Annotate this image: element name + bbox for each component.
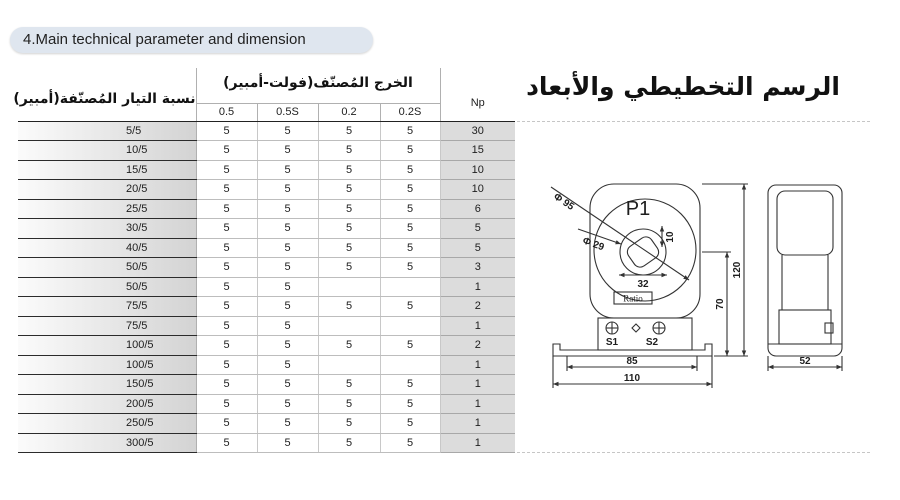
rated-output-cell	[318, 277, 380, 297]
rated-output-cell	[318, 316, 380, 336]
rated-output-cell: 5	[196, 433, 257, 453]
rated-output-cell: 5	[196, 258, 257, 278]
label-s1: S1	[605, 337, 619, 348]
np-cell: 1	[440, 355, 515, 375]
rated-ratio-cell: 20/5	[18, 180, 196, 200]
np-cell: 10	[440, 160, 515, 180]
np-cell: 1	[440, 316, 515, 336]
label-dim-85: 85	[626, 356, 638, 367]
rated-output-cell: 5	[380, 258, 440, 278]
rated-output-cell: 5	[380, 141, 440, 161]
accuracy-class-header: 0.5S	[257, 103, 318, 121]
np-cell: 3	[440, 258, 515, 278]
rated-output-cell: 5	[380, 394, 440, 414]
rated-ratio-cell: 10/5	[18, 141, 196, 161]
rated-output-cell: 5	[257, 277, 318, 297]
np-cell: 6	[440, 199, 515, 219]
rated-output-cell: 5	[380, 238, 440, 258]
rated-output-cell: 5	[196, 394, 257, 414]
label-dim-70: 70	[715, 298, 726, 310]
rated-output-cell: 5	[380, 297, 440, 317]
rated-output-cell: 5	[257, 316, 318, 336]
rated-ratio-cell: 100/5	[18, 336, 196, 356]
np-cell: 30	[440, 121, 515, 141]
rated-output-cell: 5	[257, 394, 318, 414]
np-header: Np	[440, 68, 515, 121]
label-outer-diameter: Φ 95	[551, 191, 576, 213]
label-p1: P1	[625, 198, 651, 220]
parameter-table	[13, 68, 515, 453]
table-row	[18, 238, 515, 258]
label-dim-120: 120	[732, 261, 743, 279]
rated-ratio-cell: 75/5	[18, 297, 196, 317]
label-s2: S2	[645, 337, 659, 348]
polarity-mark	[632, 324, 640, 332]
rated-output-cell: 5	[380, 375, 440, 395]
side-view	[768, 185, 842, 371]
np-cell: 1	[440, 394, 515, 414]
rated-output-cell: 5	[196, 336, 257, 356]
rated-output-cell: 5	[257, 297, 318, 317]
rated-output-cell: 5	[257, 219, 318, 239]
table-row	[18, 199, 515, 219]
rated-output-header: الخرج المُصنّف(فولت-أمبير)	[196, 68, 440, 103]
rated-output-cell: 5	[380, 160, 440, 180]
table-row	[18, 297, 515, 317]
rated-output-cell: 5	[380, 219, 440, 239]
side-core	[777, 191, 833, 255]
np-cell: 5	[440, 238, 515, 258]
rated-output-cell: 5	[257, 433, 318, 453]
rated-output-cell	[380, 355, 440, 375]
table-row	[18, 336, 515, 356]
rated-output-cell: 5	[318, 160, 380, 180]
np-cell: 2	[440, 297, 515, 317]
rated-output-cell: 5	[318, 121, 380, 141]
table-row	[18, 375, 515, 395]
rated-output-cell: 5	[318, 199, 380, 219]
accuracy-class-header: 0.2S	[380, 103, 440, 121]
rated-output-cell: 5	[380, 336, 440, 356]
rated-ratio-cell: 50/5	[18, 258, 196, 278]
label-hole-diameter: Φ 29	[580, 235, 606, 254]
rated-ratio-cell: 25/5	[18, 199, 196, 219]
rated-output-cell: 5	[196, 414, 257, 434]
rated-ratio-cell: 50/5	[18, 277, 196, 297]
rated-output-cell: 5	[196, 219, 257, 239]
rated-output-cell: 5	[257, 258, 318, 278]
rated-ratio-cell: 100/5	[18, 355, 196, 375]
rated-ratio-cell: 250/5	[18, 414, 196, 434]
dimension-drawing	[520, 150, 890, 400]
table-row	[18, 258, 515, 278]
rated-output-cell: 5	[380, 414, 440, 434]
rated-output-cell: 5	[257, 238, 318, 258]
rated-output-cell: 5	[318, 394, 380, 414]
label-dim-32: 32	[637, 279, 649, 290]
rated-output-cell: 5	[318, 414, 380, 434]
accuracy-class-header: 0.2	[318, 103, 380, 121]
rated-output-cell: 5	[257, 375, 318, 395]
label-dim-110: 110	[623, 373, 641, 384]
rated-ratio-cell: 5/5	[18, 121, 196, 141]
rated-output-cell: 5	[318, 258, 380, 278]
rated-output-cell: 5	[257, 199, 318, 219]
rated-output-cell: 5	[257, 121, 318, 141]
rated-ratio-cell: 30/5	[18, 219, 196, 239]
table-row	[18, 394, 515, 414]
np-cell: 5	[440, 219, 515, 239]
rated-ratio-cell: 150/5	[18, 375, 196, 395]
rated-output-cell: 5	[196, 238, 257, 258]
rated-output-cell: 5	[380, 199, 440, 219]
table-row	[18, 180, 515, 200]
np-cell: 1	[440, 414, 515, 434]
table-row	[18, 121, 515, 141]
rated-ratio-cell: 200/5	[18, 394, 196, 414]
rated-ratio-header: نسبة التيار المُصنّفة(أمبير)	[18, 68, 196, 121]
rated-output-cell: 5	[257, 336, 318, 356]
drawing-top-divider	[517, 121, 870, 122]
np-cell: 2	[440, 336, 515, 356]
section-title: 4.Main technical parameter and dimension	[23, 31, 306, 48]
table-row	[18, 316, 515, 336]
rated-output-cell: 5	[318, 375, 380, 395]
np-cell: 1	[440, 277, 515, 297]
np-cell: 15	[440, 141, 515, 161]
accuracy-class-header: 0.5	[196, 103, 257, 121]
side-terminal-block	[779, 310, 831, 344]
rated-output-cell: 5	[380, 121, 440, 141]
table-header	[13, 68, 515, 121]
label-ratio-plate: Ratio	[623, 293, 643, 304]
drawing-bottom-divider	[517, 452, 870, 453]
rated-output-cell: 5	[257, 160, 318, 180]
rated-output-cell: 5	[380, 433, 440, 453]
table-row	[18, 355, 515, 375]
rated-output-cell: 5	[318, 180, 380, 200]
rated-output-cell: 5	[257, 141, 318, 161]
rated-output-cell: 5	[196, 180, 257, 200]
rated-output-cell: 5	[257, 180, 318, 200]
rated-output-cell: 5	[196, 375, 257, 395]
rated-output-cell: 5	[380, 180, 440, 200]
rated-output-cell: 5	[196, 277, 257, 297]
rated-output-cell: 5	[318, 297, 380, 317]
np-cell: 1	[440, 433, 515, 453]
rated-output-cell: 5	[318, 433, 380, 453]
rated-output-cell	[318, 355, 380, 375]
rated-output-cell: 5	[196, 355, 257, 375]
rated-output-cell: 5	[196, 297, 257, 317]
table-header-row	[18, 68, 515, 103]
table-row	[18, 141, 515, 161]
rated-output-cell: 5	[196, 199, 257, 219]
rated-output-cell: 5	[196, 141, 257, 161]
table-row	[18, 277, 515, 297]
table-row	[18, 433, 515, 453]
np-cell: 1	[440, 375, 515, 395]
rated-ratio-cell: 300/5	[18, 433, 196, 453]
label-dim-52: 52	[799, 356, 811, 367]
rated-ratio-cell: 75/5	[18, 316, 196, 336]
rated-output-cell: 5	[196, 316, 257, 336]
np-cell: 10	[440, 180, 515, 200]
table-row	[18, 160, 515, 180]
section-header	[10, 27, 373, 53]
rated-output-cell: 5	[318, 336, 380, 356]
drawing-title: الرسم التخطيطي والأبعاد	[526, 72, 840, 101]
table-body	[18, 121, 515, 453]
side-terminal-square	[825, 323, 833, 333]
table-row	[18, 414, 515, 434]
rated-output-cell: 5	[196, 121, 257, 141]
label-dim-10: 10	[665, 231, 676, 243]
rated-ratio-cell: 40/5	[18, 238, 196, 258]
base-plate	[553, 344, 712, 356]
rated-output-cell	[380, 316, 440, 336]
rated-ratio-cell: 15/5	[18, 160, 196, 180]
primary-slot	[625, 234, 662, 270]
rated-output-cell: 5	[318, 141, 380, 161]
rated-output-cell: 5	[318, 238, 380, 258]
rated-output-cell	[380, 277, 440, 297]
rated-output-cell: 5	[257, 355, 318, 375]
table-row	[18, 219, 515, 239]
rated-output-cell: 5	[257, 414, 318, 434]
rated-output-cell: 5	[196, 160, 257, 180]
rated-output-cell: 5	[318, 219, 380, 239]
